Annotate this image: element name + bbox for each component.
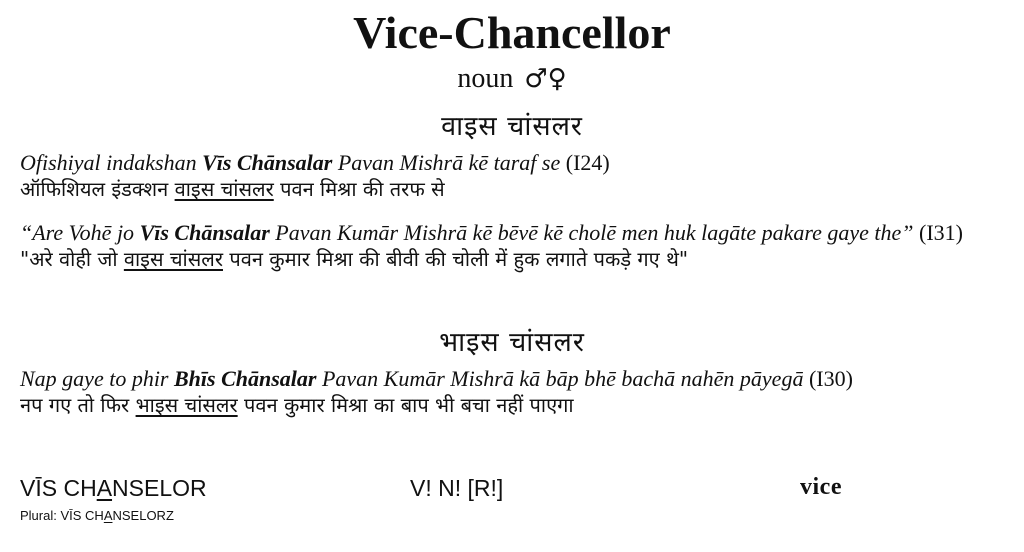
example-block <box>20 220 1006 273</box>
phonetic-code: V! N! [R!] <box>410 475 504 501</box>
pronunciation-stress: A <box>96 475 113 501</box>
hindi-term: भाइस चांसलर <box>135 393 238 417</box>
gender-symbols-icon: ♂♀ <box>524 64 567 94</box>
part-of-speech-line <box>0 62 1024 96</box>
hindi-line <box>20 245 1006 273</box>
hindi-text: नप गए तो फिर <box>20 393 136 417</box>
transliteration-line <box>20 150 1006 175</box>
hindi-text: "अरे वोही जो <box>20 247 124 271</box>
plural-form <box>20 507 174 525</box>
translit-text: Nap gaye to phir <box>20 366 174 391</box>
transliteration-line <box>20 366 1006 391</box>
hindi-text: पवन कुमार मिश्रा की बीवी की चोली में हुक लगाते पकड़े गए थे" <box>223 247 689 271</box>
part-of-speech: noun <box>457 63 514 94</box>
headword: Vice-Chancellor <box>353 7 671 58</box>
plural-text: NSELORZ <box>112 508 174 523</box>
translit-text: Ofishiyal indakshan <box>20 150 203 175</box>
example-block <box>20 150 1006 203</box>
hindi-text: पवन कुमार मिश्रा का बाप भी बचा नहीं पाएगा <box>237 393 574 417</box>
gothic-word: vice <box>800 474 842 500</box>
source-reference: (I24) <box>565 150 610 175</box>
plural-text: VĪS CH <box>60 508 104 523</box>
pronunciation <box>20 474 207 502</box>
translit-term: Vīs Chānsalar <box>202 150 333 175</box>
translit-term: Bhīs Chānsalar <box>174 366 317 391</box>
hindi-text: पवन मिश्रा की तरफ से <box>273 177 445 201</box>
source-reference: (I31) <box>913 220 963 245</box>
hindi-term: वाइस चांसलर <box>123 247 223 271</box>
hindi-line <box>20 175 1006 203</box>
pronunciation-text: VĪS CH <box>20 475 97 501</box>
transliteration-line <box>20 220 1006 245</box>
example-block <box>20 366 1006 419</box>
variant-heading: भाइस चांसलर <box>439 327 585 358</box>
translit-text: Pavan Kumār Mishrā kā bāp bhē bachā nahēn pāyegā <box>316 366 809 391</box>
hindi-line <box>20 391 1006 419</box>
source-reference: (I30) <box>808 366 853 391</box>
pronunciation-text: NSELOR <box>112 475 207 501</box>
translit-text: Pavan Mishrā kē taraf se <box>332 150 566 175</box>
hindi-text: ऑफिशियल इंडक्शन <box>20 177 175 201</box>
translit-text: “Are Vohē jo <box>20 220 140 245</box>
plural-label: Plural: <box>20 508 61 523</box>
plural-stress: A <box>103 508 113 523</box>
translit-term: Vīs Chānsalar <box>139 220 270 245</box>
translit-text: Pavan Kumār Mishrā kē bēvē kē cholē men huk lagāte pakare gaye the” <box>269 220 914 245</box>
variant-heading: वाइस चांसलर <box>441 111 583 142</box>
hindi-term: वाइस चांसलर <box>174 177 274 201</box>
